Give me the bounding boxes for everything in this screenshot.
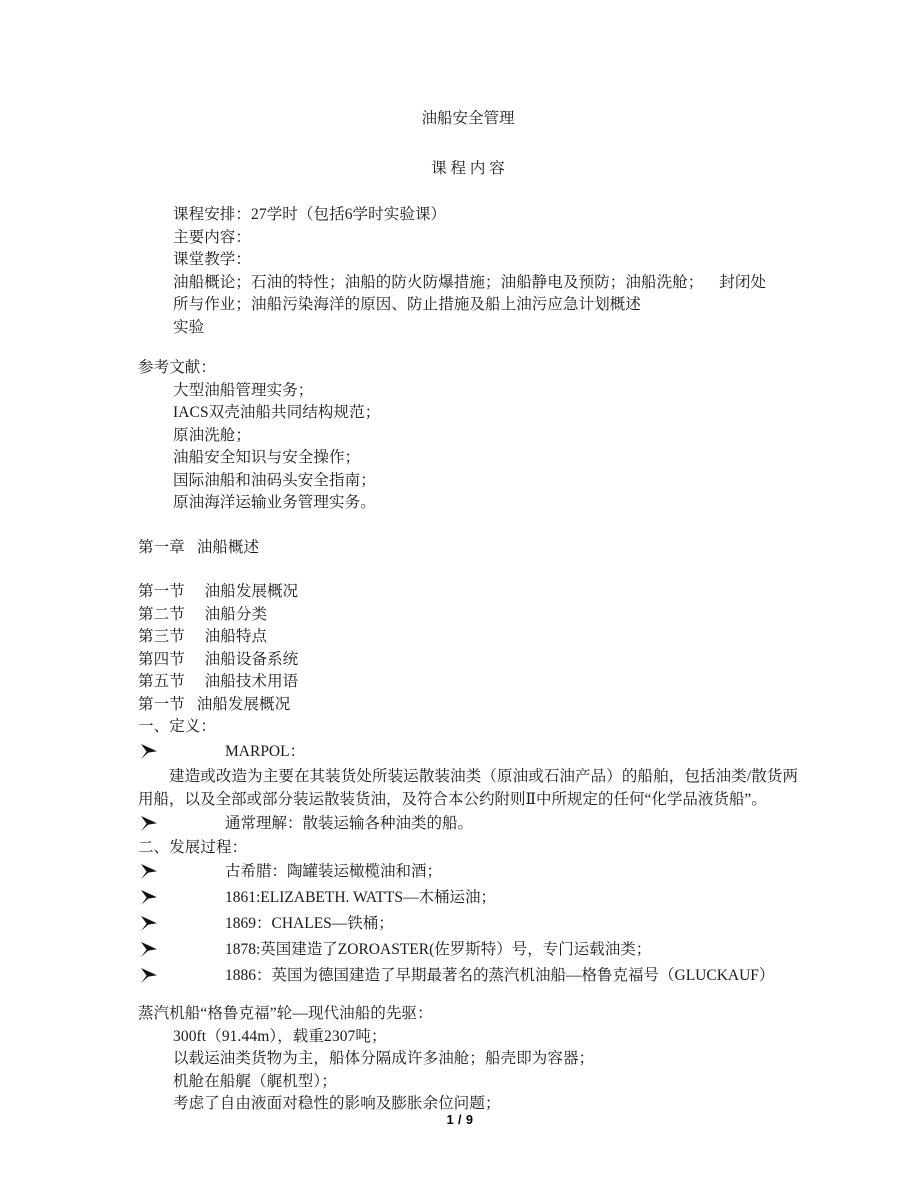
history-heading: 二、发展过程：	[138, 838, 248, 856]
course-main-content-label: 主要内容：	[173, 228, 252, 246]
document-body	[138, 0, 798, 1116]
history-item: 古希腊：陶罐装运橄榄油和酒；	[225, 863, 443, 880]
reference-item: 原油洗舱；	[173, 426, 252, 444]
section-item: 第三节 油船特点	[138, 628, 268, 645]
history-item-row	[138, 937, 798, 963]
document-subtitle: 课 程 内 容	[431, 160, 505, 177]
section-item: 第二节 油船分类	[138, 605, 268, 623]
arrowhead-bullet-icon	[138, 885, 164, 911]
reference-item: 大型油船管理实务；	[173, 381, 314, 399]
course-classroom-detail-line1: 油船概论；石油的特性；油船的防火防爆措施；油船静电及预防；油船洗舱； 封闭处	[173, 273, 767, 291]
references-block	[138, 357, 798, 515]
course-arrangement: 课程安排：27学时（包括6学时实验课）	[173, 206, 447, 223]
definition-heading: 一、定义：	[138, 718, 217, 735]
course-classroom-detail-line2: 所与作业；油船污染海洋的原因、防止措施及船上油污应急计划概述	[173, 296, 642, 313]
definition-marpol-bullet-row	[138, 739, 798, 765]
section-item: 第五节 油船技术用语	[138, 673, 299, 690]
section-list	[138, 581, 798, 716]
gluckauf-item: 考虑了自由液面对稳性的影响及膨胀余位问题；	[173, 1095, 501, 1112]
history-item-row	[138, 885, 798, 911]
chapter-heading: 第一章 油船概述	[138, 538, 260, 556]
current-section-heading: 第一节 油船发展概况	[138, 695, 291, 713]
definition-marpol-text: 建造或改造为主要在其装货处所装运散装油类（原油或石油产品）的船舶，包括油类/散货两用船，以及全部或部分装运散装货油，及符合本公约附则Ⅱ中所规定的任何“化学品液货船”。	[138, 767, 798, 808]
arrowhead-bullet-icon	[138, 859, 164, 885]
gluckauf-heading: 蒸汽机船“格鲁克福”轮—现代油船的先驱：	[138, 1005, 433, 1022]
arrowhead-bullet-icon	[138, 911, 164, 937]
history-item-row	[138, 859, 798, 885]
history-item: 1878:英国建造了ZOROASTER(佐罗斯特）号，专门运载油类；	[225, 941, 652, 958]
reference-item: 油船安全知识与安全操作；	[173, 449, 361, 466]
definition-common-understanding: 通常理解：散装运输各种油类的船。	[225, 814, 474, 832]
definition-common-bullet-row	[138, 811, 798, 837]
course-arrangement-block	[138, 204, 798, 339]
gluckauf-item: 机舱在船艉（艉机型）；	[173, 1072, 337, 1090]
reference-item: 国际油船和油码头安全指南；	[173, 471, 376, 489]
arrowhead-bullet-icon	[138, 937, 164, 963]
definition-marpol-label: MARPOL：	[225, 742, 306, 760]
course-experiment-label: 实验	[173, 318, 205, 336]
history-item: 1886：英国为德国建造了早期最著名的蒸汽机油船—格鲁克福号（GLUCKAUF）	[225, 967, 775, 984]
reference-item: 原油海洋运输业务管理实务。	[173, 494, 376, 511]
section-item: 第一节 油船发展概况	[138, 583, 299, 600]
history-item: 1861:ELIZABETH. WATTS—木桶运油；	[225, 889, 496, 906]
document-title: 油船安全管理	[421, 110, 515, 127]
gluckauf-item: 以载运油类货物为主，船体分隔成许多油舱；船壳即为容器；	[173, 1050, 595, 1067]
arrowhead-bullet-icon	[138, 739, 164, 765]
gluckauf-item: 300ft（91.44m），载重2307吨；	[173, 1027, 387, 1045]
history-item-row	[138, 963, 798, 989]
gluckauf-block	[138, 1003, 798, 1116]
section-item: 第四节 油船设备系统	[138, 650, 299, 668]
history-item: 1869：CHALES—铁桶；	[225, 915, 394, 932]
arrowhead-bullet-icon	[138, 963, 164, 989]
history-item-row	[138, 911, 798, 937]
page-number-footer: 1 / 9	[446, 1113, 474, 1127]
reference-item: IACS双壳油船共同结构规范；	[173, 404, 381, 421]
course-classroom-label: 课堂教学：	[173, 251, 252, 268]
arrowhead-bullet-icon	[138, 811, 164, 837]
references-heading: 参考文献：	[138, 359, 217, 376]
